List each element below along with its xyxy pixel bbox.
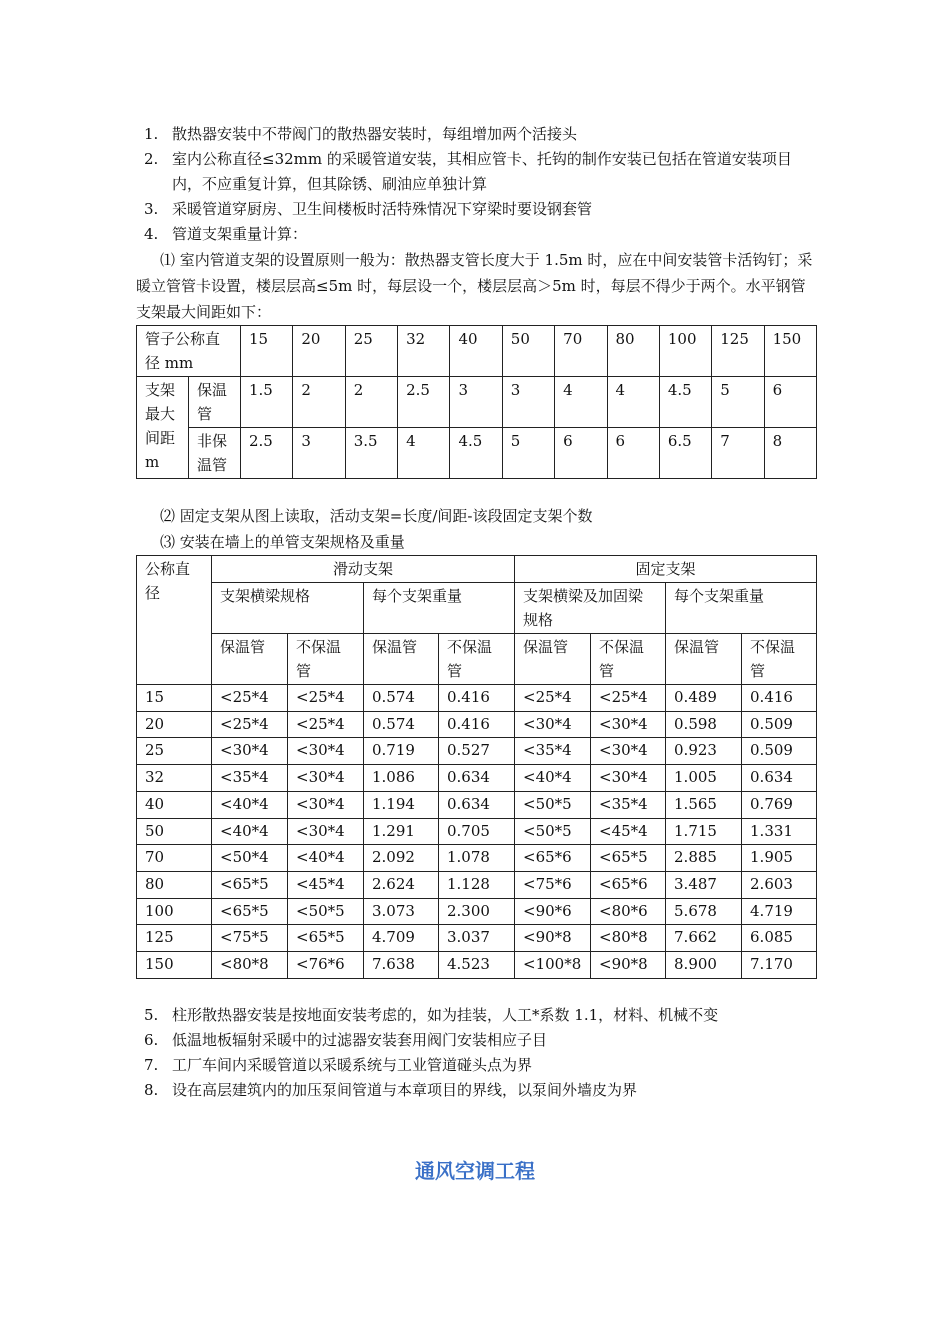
- subheader-insulated: 保温管: [666, 634, 742, 685]
- table-cell: <50*5: [288, 898, 364, 925]
- table-cell: 3.073: [364, 898, 439, 925]
- table-header-cell: 32: [398, 326, 450, 377]
- table-header-cell: 125: [712, 326, 764, 377]
- table-cell: 0.769: [742, 791, 817, 818]
- table-cell: 2.300: [439, 898, 515, 925]
- row-group-label: 支架最大间距 m: [137, 377, 189, 479]
- table-cell: <45*4: [288, 871, 364, 898]
- weight-header: 每个支架重量: [364, 583, 515, 634]
- table-cell: 1.715: [666, 818, 742, 845]
- table-cell: 0.509: [742, 711, 817, 738]
- table-cell: 5: [502, 428, 554, 479]
- table-cell: <30*4: [288, 791, 364, 818]
- list-number: 3.: [144, 200, 159, 218]
- table-cell: 6.085: [742, 925, 817, 952]
- table-header-cell: 25: [345, 326, 397, 377]
- diameter-cell: 15: [137, 685, 212, 712]
- table-cell: <80*6: [591, 898, 666, 925]
- table-cell: 1.078: [439, 845, 515, 872]
- weight-fixed-header: 每个支架重量: [666, 583, 817, 634]
- table-cell: <45*4: [591, 818, 666, 845]
- table-cell: <65*5: [288, 925, 364, 952]
- table-cell: 1.565: [666, 791, 742, 818]
- table-cell: 6: [607, 428, 659, 479]
- table-row: [137, 818, 817, 845]
- table-cell: 0.489: [666, 685, 742, 712]
- table-cell: 0.598: [666, 711, 742, 738]
- table-cell: <35*4: [515, 738, 591, 765]
- table-cell: 0.634: [439, 765, 515, 792]
- support-weight-table: [136, 555, 817, 979]
- col-diameter-header: 公称直径: [137, 556, 212, 685]
- table-cell: 1.194: [364, 791, 439, 818]
- spacer: [136, 479, 816, 503]
- row-label: 保温管: [189, 377, 241, 428]
- list-item: [136, 197, 816, 222]
- table-cell: <65*5: [212, 898, 288, 925]
- table-header-cell: 100: [659, 326, 711, 377]
- table-cell: <50*4: [212, 845, 288, 872]
- spacing-table: [136, 325, 817, 479]
- table-cell: 3.487: [666, 871, 742, 898]
- table-cell: <30*4: [288, 818, 364, 845]
- table-row: [137, 845, 817, 872]
- table-row: [137, 898, 817, 925]
- subheader-insulated: 保温管: [212, 634, 288, 685]
- table-cell: <30*4: [591, 711, 666, 738]
- table-header-cell: 20: [293, 326, 345, 377]
- table-cell: 2: [293, 377, 345, 428]
- table-cell: 8.900: [666, 952, 742, 979]
- table-cell: 0.416: [439, 711, 515, 738]
- list-text: 设在高层建筑内的加压泵间管道与本章项目的界线，以泵间外墙皮为界: [172, 1080, 638, 1099]
- table-cell: 3: [450, 377, 502, 428]
- list-item: [136, 1053, 816, 1078]
- table-cell: <40*4: [212, 818, 288, 845]
- list-item: [136, 1028, 816, 1053]
- table-cell: <30*4: [288, 738, 364, 765]
- table-cell: 4.523: [439, 952, 515, 979]
- table-cell: 2.5: [398, 377, 450, 428]
- table-cell: <35*4: [591, 791, 666, 818]
- subheader-uninsulated: 不保温管: [439, 634, 515, 685]
- subheader-uninsulated: 不保温管: [591, 634, 666, 685]
- table-cell: 1.905: [742, 845, 817, 872]
- note-wall-supports: ⑶ 安装在墙上的单管支架规格及重量: [160, 533, 405, 551]
- subheader-uninsulated: 不保温管: [742, 634, 817, 685]
- table-cell: <25*4: [288, 711, 364, 738]
- list-item: [136, 222, 816, 247]
- table-cell: 2.624: [364, 871, 439, 898]
- table-cell: 3.037: [439, 925, 515, 952]
- table-cell: 0.527: [439, 738, 515, 765]
- list-item: [136, 1078, 816, 1103]
- table-cell: 0.574: [364, 685, 439, 712]
- diameter-cell: 150: [137, 952, 212, 979]
- table-cell: 6: [555, 428, 607, 479]
- diameter-cell: 125: [137, 925, 212, 952]
- table-cell: 2.5: [241, 428, 293, 479]
- table-row: [137, 738, 817, 765]
- table-row: [137, 925, 817, 952]
- list-number: 2.: [144, 150, 159, 168]
- table-cell: 0.705: [439, 818, 515, 845]
- list-item: [136, 147, 816, 197]
- list-text: 采暖管道穿厨房、卫生间楼板时活特殊情况下穿梁时要设钢套管: [172, 200, 593, 218]
- table-cell: 7: [712, 428, 764, 479]
- table-cell: <30*4: [212, 738, 288, 765]
- table-cell: 4: [398, 428, 450, 479]
- support-weight-rows: [137, 685, 817, 979]
- diameter-cell: 80: [137, 871, 212, 898]
- table-cell: 0.634: [439, 791, 515, 818]
- table-cell: 7.170: [742, 952, 817, 979]
- table-cell: 7.638: [364, 952, 439, 979]
- table-cell: 0.719: [364, 738, 439, 765]
- table-cell: <100*8: [515, 952, 591, 979]
- table-header-cell: 40: [450, 326, 502, 377]
- table-header-cell: 80: [607, 326, 659, 377]
- table-cell: <40*4: [515, 765, 591, 792]
- table-cell: <25*4: [515, 685, 591, 712]
- table-cell: 8: [764, 428, 816, 479]
- table-cell: 0.416: [742, 685, 817, 712]
- list-number: 8.: [144, 1080, 159, 1099]
- table-cell: 2.092: [364, 845, 439, 872]
- diameter-cell: 25: [137, 738, 212, 765]
- table-cell: <65*6: [591, 871, 666, 898]
- table-cell: <76*6: [288, 952, 364, 979]
- table-header-cell: 70: [555, 326, 607, 377]
- table-cell: <25*4: [288, 685, 364, 712]
- subheader-uninsulated: 不保温管: [288, 634, 364, 685]
- subheader-insulated: 保温管: [364, 634, 439, 685]
- list-number: 5.: [144, 1005, 159, 1024]
- table-cell: <75*5: [212, 925, 288, 952]
- diameter-cell: 70: [137, 845, 212, 872]
- table-row: [137, 377, 817, 428]
- list-item: [136, 122, 816, 147]
- note-spacing-rule: ⑴ 室内管道支架的设置原则一般为：散热器支管长度大于 1.5m 时，应在中间安装管卡活钩钉；采暖立管管卡设置，楼层层高≤5m 时，每层设一个，楼层层高＞5m 时，每层不得少于两个。水平钢管支架最大间距如下：: [136, 251, 813, 321]
- list-text: 室内公称直径≤32mm 的采暖管道安装，其相应管卡、托钩的制作安装已包括在管道安装项目内，不应重复计算，但其除锈、刷油应单独计算: [172, 150, 792, 193]
- table-cell: <65*6: [515, 845, 591, 872]
- fixed-header: 固定支架: [515, 556, 817, 583]
- table-cell: <90*8: [591, 952, 666, 979]
- list-text: 低温地板辐射采暖中的过滤器安装套用阀门安装相应子目: [172, 1030, 548, 1049]
- table-cell: 2: [345, 377, 397, 428]
- table-row: [137, 765, 817, 792]
- table-cell: 0.416: [439, 685, 515, 712]
- diameter-cell: 100: [137, 898, 212, 925]
- list-text: 工厂车间内采暖管道以采暖系统与工业管道碰头点为界: [172, 1055, 533, 1074]
- sliding-header: 滑动支架: [212, 556, 515, 583]
- table-row: [137, 871, 817, 898]
- list-number: 4.: [144, 225, 159, 243]
- table-cell: 4: [607, 377, 659, 428]
- table-cell: 1.005: [666, 765, 742, 792]
- table-cell: <50*5: [515, 791, 591, 818]
- spacer: [136, 979, 816, 1003]
- table-cell: <50*5: [515, 818, 591, 845]
- table-row: [137, 428, 817, 479]
- table-header-cell: 管子公称直径 mm: [137, 326, 241, 377]
- table-cell: <30*4: [591, 738, 666, 765]
- table-cell: 2.885: [666, 845, 742, 872]
- beam-spec-fixed-header: 支架横梁及加固梁规格: [515, 583, 666, 634]
- table-row: [137, 711, 817, 738]
- table-cell: 3: [502, 377, 554, 428]
- subheader-insulated: 保温管: [515, 634, 591, 685]
- list-text: 管道支架重量计算：: [172, 225, 308, 243]
- note-fixed-supports: ⑵ 固定支架从图上读取，活动支架=长度/间距-该段固定支架个数: [160, 507, 593, 525]
- table-cell: <30*4: [515, 711, 591, 738]
- diameter-cell: 32: [137, 765, 212, 792]
- table-cell: 1.086: [364, 765, 439, 792]
- table-cell: 6: [764, 377, 816, 428]
- list-text: 柱形散热器安装是按地面安装考虑的，如为挂装，人工*系数 1.1，材料、机械不变: [172, 1005, 719, 1024]
- list-number: 1.: [144, 125, 159, 143]
- table-cell: <75*6: [515, 871, 591, 898]
- diameter-cell: 20: [137, 711, 212, 738]
- table-cell: <35*4: [212, 765, 288, 792]
- table-cell: 7.662: [666, 925, 742, 952]
- table-cell: <40*4: [288, 845, 364, 872]
- table-cell: 0.923: [666, 738, 742, 765]
- table-row: [137, 952, 817, 979]
- list-text: 散热器安装中不带阀门的散热器安装时，每组增加两个活接头: [172, 125, 578, 143]
- table-cell: 1.331: [742, 818, 817, 845]
- table-cell: <65*5: [591, 845, 666, 872]
- table-cell: 1.128: [439, 871, 515, 898]
- table-cell: 4.719: [742, 898, 817, 925]
- table-cell: <25*4: [591, 685, 666, 712]
- table-cell: <30*4: [591, 765, 666, 792]
- table-cell: 4: [555, 377, 607, 428]
- table-cell: <30*4: [288, 765, 364, 792]
- list-top: [136, 122, 816, 247]
- list-item: [136, 1003, 816, 1028]
- table-cell: 2.603: [742, 871, 817, 898]
- diameter-cell: 50: [137, 818, 212, 845]
- table-header-cell: 15: [241, 326, 293, 377]
- list-number: 6.: [144, 1030, 159, 1049]
- table-cell: 3: [293, 428, 345, 479]
- table-cell: <90*6: [515, 898, 591, 925]
- table-cell: 4.5: [659, 377, 711, 428]
- table-cell: 0.634: [742, 765, 817, 792]
- table-row: [137, 685, 817, 712]
- diameter-cell: 40: [137, 791, 212, 818]
- table-row: [137, 791, 817, 818]
- table-header-cell: 50: [502, 326, 554, 377]
- list-number: 7.: [144, 1055, 159, 1074]
- table-cell: <80*8: [591, 925, 666, 952]
- table-cell: <25*4: [212, 685, 288, 712]
- table-cell: <25*4: [212, 711, 288, 738]
- section-heading: 通风空调工程: [415, 1159, 535, 1183]
- list-bottom: [136, 1003, 816, 1103]
- table-cell: 3.5: [345, 428, 397, 479]
- table-cell: 6.5: [659, 428, 711, 479]
- table-cell: <80*8: [212, 952, 288, 979]
- table-cell: 5: [712, 377, 764, 428]
- table-cell: 1.5: [241, 377, 293, 428]
- document-body: [136, 122, 816, 1103]
- table-cell: 4.5: [450, 428, 502, 479]
- row-label: 非保温管: [189, 428, 241, 479]
- table-cell: 1.291: [364, 818, 439, 845]
- table-cell: 0.574: [364, 711, 439, 738]
- table-cell: <40*4: [212, 791, 288, 818]
- table-cell: 5.678: [666, 898, 742, 925]
- table-cell: <90*8: [515, 925, 591, 952]
- beam-spec-header: 支架横梁规格: [212, 583, 364, 634]
- table-cell: 4.709: [364, 925, 439, 952]
- table-header-cell: 150: [764, 326, 816, 377]
- table-cell: 0.509: [742, 738, 817, 765]
- table-cell: <65*5: [212, 871, 288, 898]
